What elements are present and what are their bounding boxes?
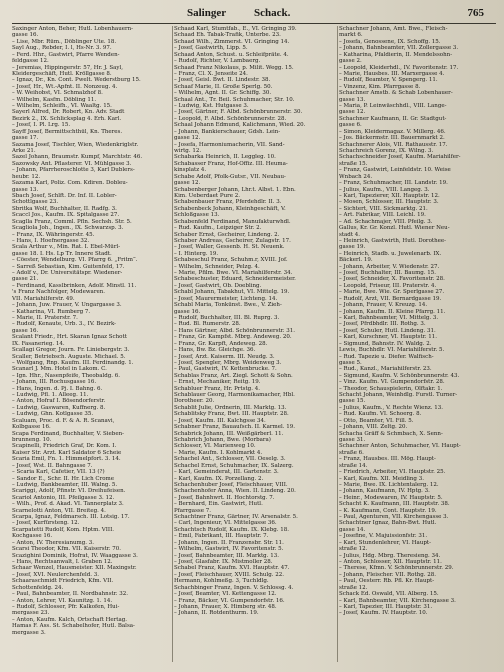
directory-entry: – Josef, Bahnhwrt. II. Hochtorstg. 7. [174, 494, 275, 501]
directory-entry: Sazama Josef, Tischler, Wien, Wiedenkriglstr. [12, 141, 139, 148]
directory-entry: – Josef, Hr., Wt.-Apfnt. II. Nonzeug. 4. [12, 83, 118, 90]
column-3 [339, 26, 496, 662]
directory-entry: Schachenhuber Josef, Fleischhauer, VIII. [174, 481, 288, 488]
directory-entry: – Josef, Spengler, Mbrg. Weidenweg 3. [174, 359, 282, 366]
directory-entry: – Leopold, F. Albd. Schönbrunnerstr. 28. [174, 115, 287, 122]
directory-entry: Schlosser, VI. Marienweg 10. [174, 443, 256, 450]
directory-entry: – Anton, Lehrer, VI. Kaunitzg. 1. 14. [12, 597, 113, 604]
directory-entry: – Rud. Kaufm. VI. Schoerg. 8. [339, 411, 422, 418]
directory-entry: – Josef, Gärtner, F. Albd. Schönbrunnerstr. 30. [174, 109, 303, 116]
directory-entry: Scaccl Jos., Kaufm. IX. Spitalgasse 27. [12, 212, 120, 219]
directory-entry: Schablauer Georg, Harmonikamacher, Hbl. [174, 392, 295, 399]
directory-entry: – Ad. Schachmajer, VIII. Pfeilg. 3. [339, 218, 433, 225]
directory-entry: – Rudolf, Richter, V. Lambaerg. [174, 58, 261, 65]
directory-entry: – Wilhelm, Gastwirt, IV. Favoritenstr. 5. [174, 546, 284, 553]
directory-entry: – Josefa, Harmoniumacherin, VII. Sand- [174, 141, 285, 148]
directory-entry: Schachner Anton, Schuhmacher, VI. Haupt- [339, 443, 461, 450]
directory-entry: – Jeremias, Hippingerstr. 57, Hr. J. Sayl, [12, 64, 124, 71]
directory-entry: Schachner Kaufmann, II. Gr. Stadtgut- [339, 115, 447, 122]
directory-entry: Scaluam, Proc. d. F. & A. R. Scanavi, [12, 417, 115, 424]
directory-entry: gasse 5. [339, 359, 362, 366]
directory-entry: gasse 12. [174, 135, 201, 142]
columns-container [12, 26, 496, 662]
directory-entry: straße 15. [339, 160, 368, 167]
column-divider [337, 26, 338, 662]
directory-entry: Scallagi Gregor, Journ. Fr. Liniebergstr. 3. [12, 347, 130, 354]
directory-entry: – Johann, Juw. Frauer, V. Ungargasse 3. [12, 302, 122, 309]
directory-entry: – Ferd. Hhr., Gastwirt, Pfarre Wenden- [12, 51, 120, 58]
directory-entry: gasse 12. [339, 109, 366, 116]
directory-entry: Schachschneider Josef, Kaufm. Mariahilfer- [339, 154, 461, 161]
directory-entry: – Johann, III. Rochusgasse 16. [12, 379, 97, 386]
directory-entry: – Josef, Schuler, Hutl. Lindeng. 31. [339, 327, 436, 334]
directory-entry: Schaber Andreas, Gscheirer, Zulagstr. 17. [174, 237, 291, 244]
directory-entry: – Rudolf, Kenaute, Urb. 3., IV. Bezirk- [12, 321, 117, 328]
directory-entry: Schachtsch Rudolf, Kaufm. IX. Klebg. 18. [174, 526, 289, 533]
directory-entry: – Julius, Kaufm., V. Rechte Wienz. 13. [339, 404, 444, 411]
directory-entry: – Wolfgang, Rnp. Kaufm. III. Ferdinandg. 1. [12, 359, 134, 366]
directory-entry: – Karl, Tapezierer, XII. Hauptstr. 12. [339, 192, 440, 199]
directory-entry: gasse 17. [12, 135, 39, 142]
directory-entry: Schaber Ernst, Gscheirer, Lindeng. 2. [174, 231, 280, 238]
directory-entry: – Art. Fabrikar, VIII. Leichl. 19. [339, 212, 426, 219]
directory-entry: – Rud. Tapezie u. Diefer. Walfisch- [339, 353, 434, 360]
directory-entry: Schabenberger Johann, Lhr.t. Albst. 1. Ebn. [174, 186, 296, 193]
directory-entry: Schachel Ernst, Schuhmacher, IX. Salzerg. [174, 462, 294, 469]
directory-entry: – Karl, Kaufm. XII. Meidling 3. [339, 475, 424, 482]
directory-entry: gasse 16. [12, 327, 39, 334]
directory-entry: gasse 16. [12, 32, 39, 39]
directory-entry: Schabasser Franz, Hof-Offiz. III. Heuma- [174, 160, 288, 167]
directory-entry: Schachner Johann, Amt. Bwe., Fleisch- [339, 26, 448, 32]
directory-entry: Schacht K. Kaufmann, III. Hauptstr. 38. [339, 501, 450, 508]
directory-entry: – Sichtert, VIII. Sickmarktg. 21. [339, 205, 428, 212]
directory-entry: Scariggi, Adolf, Pfinstr. VI. Dreihufeisen. [12, 488, 126, 495]
directory-entry: – Rud. Bl. Rumerstr. 28. [174, 321, 241, 328]
directory-entry: – Paul, Gastwirt, IV. Kettenbrucke. 7. [174, 366, 277, 373]
header-right-keyword: Schack. [254, 7, 291, 19]
directory-entry: Sbach Josef, Schlft. Dr. Inf. II. Lobler- [12, 192, 117, 199]
directory-entry: – Cöester, Wendelburg. VI. Pfarrg 6. „Fritm“. [12, 257, 138, 264]
directory-entry: Bezirk 2., IX. Schlicksplag 4. Erh. Karl. [12, 115, 122, 122]
directory-entry: 's Franz Nachfolger, Modewaren. [12, 289, 105, 296]
directory-entry: – Marie, II. Praterstr. 7. [12, 314, 78, 321]
directory-entry: Schaad Franz Nikolaus, p. Milit. Wegg. 15. [174, 64, 294, 71]
directory-entry: Scanarl J. Mm. Hotel in Lakom. C. [12, 366, 107, 373]
directory-entry: – Josef, I. Pl. Lrg. 15. [12, 122, 71, 129]
directory-entry: – Johann, Ingen. II. Franzensbr. Str. 11. [174, 539, 284, 546]
directory-entry: – I. Hinterg. 19. [174, 250, 219, 257]
directory-entry: – Wilhelm, Kasfm. Döbling 11. [12, 96, 97, 103]
directory-entry: – Ludwig, Gaswaren, Kuffnerg. 8. [12, 404, 106, 411]
directory-entry: – Josef, Glasfabr. IX. Mistmoller 28. [174, 559, 273, 566]
directory-entry: – Franz, Cl. X. Jenseite 24. [174, 70, 248, 77]
directory-entry: – Leopold, Kleiderhdl., IV. Favoritenstr. 17. [339, 64, 459, 71]
directory-entry: Arke 21. [12, 148, 36, 155]
directory-entry: – Hans, I. Hoefnergasse 32. [12, 237, 90, 244]
directory-entry: – Johann, II. Rotdenthurm. 19. [174, 610, 259, 617]
directory-entry: – Mosen, Schlosser, III. Hauptstr. 3. [339, 199, 439, 206]
directory-entry: – Julius, Hdg. Mbrg. Theresieng. 34. [339, 552, 441, 559]
directory-entry: Kolbgasse 16. [12, 424, 51, 431]
directory-entry: Bäckerl. 19. [339, 257, 373, 264]
directory-entry: – Maria, P. Leinwäschhdl., VIII. Lange- [339, 103, 447, 110]
directory-entry: Scaria Emil, Fn. 1. Himmelpfort. 3. 14. [12, 456, 121, 463]
directory-entry: – Vinz. Kaufm. VI. Gumpendorfstr. 28. [339, 379, 445, 386]
directory-entry: – Sigmund, Bahnstr. IV. Waldg. 2. [339, 340, 432, 347]
header-rule [12, 23, 496, 24]
directory-entry: – Emil, Fabrikant, III. Hauptstr. 7. [174, 533, 269, 540]
directory-entry: straße 14. [339, 462, 368, 469]
directory-entry: – Ludwig, Kst. Hutgasse 3. [174, 103, 249, 110]
directory-entry: Lewis, Buchhdlr. VI. Mariahilferstr. 5. [339, 347, 445, 354]
directory-entry: – Rudolf, Buchhalter, III. Bl. Ruprg. 3. [174, 314, 280, 321]
directory-entry: – Therese, Kfmn. V. Schönbrunnerstr. 29. [339, 565, 454, 572]
directory-entry: Schaaraschmidt Friedrich, Kfm. VII. [12, 578, 114, 585]
directory-entry: gasse 13. [339, 96, 366, 103]
directory-entry: mergasse 23. [12, 610, 50, 617]
directory-entry: – Sarreß Sebastian, Kim. Guitenfeld, 17. [12, 263, 125, 270]
directory-entry: – Josef, Gastwirt, Ob. Doebling. [174, 282, 262, 289]
directory-entry: – Johann, Bankierschauer, Gdsh. Lein- [174, 128, 281, 135]
directory-entry: – K. Kaufmann, Cont. Hauptstr. 19. [339, 507, 437, 514]
directory-entry: – Hans Gärtner, Albd. Schönbrunnerstr. 31. [174, 327, 295, 334]
directory-entry: – Johann, VIII. Zeltg. 20. [339, 424, 408, 431]
directory-entry: Sazowsky Ant. Pflasterer. VI. Mühlgasse 3. [12, 160, 132, 167]
directory-entry: – Josef, Arzt. Kaiserm. III. Neudg. 3. [174, 353, 275, 360]
directory-entry: Scapinelli, Friedrich Graf, Dr. Kom. I. [12, 443, 117, 450]
directory-entry: – Anton, Hofraf I. Bösendorferstr. [12, 398, 106, 405]
directory-entry: – Josef, Pfrdbhdlr. III. Rothg. 3. [339, 321, 426, 328]
header-left-keyword: Salinger [187, 7, 227, 19]
directory-entry: – Ernst, Mechaniker, Reitg. 19. [174, 379, 261, 386]
directory-entry: gasse 16. [174, 308, 201, 315]
directory-entry: Sayerl Alfred, Dr. Robert, Kn. Adv. Stadt [12, 109, 125, 116]
directory-entry: stadt 4. [339, 231, 361, 238]
directory-entry: – Johann, Frauer, V. Kreuzg. 14. [339, 302, 428, 309]
directory-entry: – Rudolf, Arzt, VII. Bernardgasse 19. [339, 295, 442, 302]
directory-entry: – Johann, Bahnbeamter, VII. Zollergasse 3. [339, 45, 459, 52]
directory-entry: Schachnerer Alois, VII. Rathausstr. 17. [339, 141, 448, 148]
directory-entry: brunneng. 10. [12, 437, 52, 443]
directory-entry: – Ign. Hhr., Nasenpfeife, Theobaldg. 6. [12, 372, 121, 379]
directory-entry: – Julius, Kaufm., VIII. Langeg. 3. [339, 186, 430, 193]
directory-entry: – Ludwig, Bankbeamter, III. Walng. 5. [12, 481, 118, 488]
column-2 [174, 26, 335, 662]
directory-entry: Scala Arthur v., Min. Rat. I. Ebel-Mürl- [12, 244, 121, 251]
directory-entry: – Karl, Kurschner, VI. Hauptstr. 11. [339, 334, 437, 341]
page-header [12, 4, 496, 22]
directory-entry: Scazighini Dominik, Hofrat, IV. Waaggasse 3. [12, 552, 138, 559]
directory-entry: – Josef, Fleischhauer, XVIII. Schulg. 22. [174, 571, 284, 578]
directory-entry: Saxinger Anton, Beher, Hutl. Lobenhauern- [12, 26, 134, 32]
directory-entry: Schabl Maria, Tonkünst. Bwe., V. Zieh- [174, 302, 282, 309]
directory-entry: – Karl, Kaufm. IX. Porzellang. 2. [174, 475, 264, 482]
directory-entry: wirtg. 12. [174, 148, 202, 155]
directory-entry: Schabarka Heinrich, II. Leggleg. 10. [174, 154, 276, 161]
directory-entry: Schachenhofer Anna, Wien. II. Lindeng. 20. [174, 488, 296, 495]
directory-entry: Schaal Ant., Tr. Beil. Schuhmacher, Str. 10. [174, 96, 295, 103]
directory-entry: – Karl, Gemeinderat, III. Gartenstr. 3. [174, 469, 279, 476]
directory-entry: Kochgasse 16. [12, 533, 53, 540]
directory-entry: – Franz, Gr. Karpft, Andeweg. 28. [174, 340, 268, 347]
directory-entry: – Wilhelm, Agnt. II. Gr. Schiffg. 30. [174, 90, 272, 97]
directory-entry: markt 6. [339, 32, 363, 39]
directory-entry: straße 12. [339, 546, 368, 553]
directory-entry: Scariol Antonio, III. Pfeilgasse 3. 12. [12, 494, 115, 501]
directory-entry: – Josefine, V. Majuissionfstr. 31. [339, 533, 428, 540]
directory-entry: – Franz, Hausbes. III. Mög. Haupt- [339, 456, 436, 463]
directory-entry: Schabeschul Franz, Schuhm.r, XVIII. Jof. [174, 257, 288, 264]
directory-entry: Schachtner Ignaz, Bahn-Bwt. Hutl. [339, 520, 437, 527]
directory-entry: – Rudolf, Schlosser, Pfr. Kalkofen, Hui- [12, 603, 120, 610]
directory-entry: – Jos. Bäckermstr. III. Bauernmarkt 2. [339, 135, 445, 142]
directory-entry: Schaar Wenzel, Hausmeister. XII. Maxingstr. [12, 565, 137, 572]
directory-entry: straße 12. [339, 584, 368, 591]
directory-entry: Schablit Julie, Ordnerin, III. Marktg. 13. [174, 404, 287, 411]
directory-entry: Sazama Karl, Poliz. Com. Kdiren. Dobleu- [12, 180, 128, 187]
directory-entry: – Josef, Kaufm. IV. Hauptstr. 10. [339, 610, 428, 617]
directory-entry: Schaal Johann Edmund, Kalichmann, Wied. 20. [174, 122, 306, 129]
directory-entry: Schabe Adolf, Pfolk-Gutsr., VII. Neubau- [174, 173, 286, 180]
directory-entry: Gallus, Kr. Gr. Konzl. Hutl. Wiener Neu- [339, 225, 450, 232]
directory-entry: – Marie, Bwe. Wie. Gr. Sperlgasse 27. [339, 289, 445, 296]
directory-entry: Kleidergeschäft, Hutl. Kröllgasse 8. [12, 70, 112, 77]
directory-entry: Schottlgasse 23. [12, 199, 59, 206]
directory-entry: Schaad Anton, Schust. u. Schleifpräte. 4. [174, 51, 289, 58]
directory-entry: Scapa Ferdinand, Buchhalter, V. Sieben- [12, 430, 124, 437]
directory-entry: – Johann, Pfarrheroschlotte 3, Karl Dublers- [12, 167, 135, 174]
directory-entry: – Ludwig, Ghn. Kotlgasse 35. [12, 411, 94, 418]
directory-entry: Schacht Johann, Weinhdlg. Furstl. Turner- [339, 392, 458, 399]
directory-entry: Kim. Ueberdaet Pure 2. [174, 192, 241, 199]
directory-entry: – Josef, Buchhalter, III. Baumg. 15. [339, 270, 437, 277]
directory-entry: Schaad Wilh., Zimmerst. VI. Gringing 14. [174, 38, 290, 45]
directory-entry: Schabenbeck Johann, Kleinhgeschäft, V. [174, 205, 286, 212]
directory-entry: VII. Mariahilferstr. 49. [12, 295, 75, 302]
directory-entry: gasse 21. [12, 276, 39, 283]
directory-entry: – Katharina, VI. Rumberg 7. [12, 308, 91, 315]
directory-entry: gasse 13. [12, 186, 39, 193]
directory-entry: – Franz, Gastwirt, Leinfeldstr. 10. Weise [339, 167, 451, 174]
directory-entry: – Josef, XVI. Neulerchenfeld. 3. [12, 571, 99, 578]
directory-entry: – Hans, Rechtsanwalt, I. Graben 12. [12, 559, 113, 566]
directory-entry: gasse 19. [339, 244, 366, 251]
directory-entry: IX. Fasanerieg. 14. [12, 340, 65, 347]
directory-entry: Schabrick Johann, III. Weißgärberl. 11. [174, 430, 284, 437]
directory-entry: – Marie, Pfilm. Bwe. VI. Mariahilferstr. 34. [174, 270, 293, 277]
directory-entry: – Bernhard, Ein. Gastwirt, Hutl. [174, 501, 263, 508]
directory-entry: – Heinrich, Gastwirth, Hutl. Dorothee- [339, 237, 446, 244]
directory-entry: Schabner Franz, Bauaufsch. II. Karmel. 19. [174, 424, 296, 431]
directory-entry: – Franz, Gr. Kampfst. Mbrg. Andeweg. 20. [174, 334, 292, 341]
directory-entry: Sayl Aug., Rebder, I. l, Hs-Nr. 3. 97. [12, 45, 112, 52]
directory-entry: heubr. 12. [12, 173, 41, 180]
directory-entry: – Lise, Mbr. Rüm., Döblinger Ute. 18. [12, 38, 117, 45]
directory-entry: Pfarrgasse 7. [174, 507, 211, 514]
directory-entry: – Josef, Beamter, VI. Kettengasse 12. [174, 591, 277, 598]
directory-entry: – W. Weihobst, VI. Schmalzhof 8. [12, 90, 103, 97]
directory-entry: gasse 31. [339, 437, 366, 443]
directory-entry: – Josef, Gastwirth, Lipp. 5. [174, 45, 248, 52]
directory-entry: – Rud. Kaufm., Leipziger Str. 2. [174, 225, 262, 232]
directory-entry: – Sandor E., Schr. II. Hr. Lich Crome [12, 475, 115, 482]
directory-entry: – Josef, Maurermeister, Lichteng. 14. [174, 295, 278, 302]
directory-entry: – Otto, Beamter, VI. Fill. 5. [339, 417, 414, 424]
directory-entry: Schottenfeldg. 24. [12, 584, 64, 591]
directory-entry: gasse 18. I. Hs. Lp Tr. Innere Stadt. [12, 250, 112, 257]
directory-entry: Scaglla Franz, Comml. Pfln. Sechsh. Str. 5. [12, 218, 132, 225]
directory-entry: – Simon, Kleidermagaz. V. Millerg. 46. [339, 128, 446, 135]
directory-entry: – Ignaz, Dr., Kn. Cont. Pwelt. Wederstburg 15. [12, 77, 141, 84]
directory-entry: Schabl Johann, Tabakhut, VI. Mittelg. 19. [174, 289, 290, 296]
directory-entry: – Theodor, Schauspielerin, Olftakr. 1. [339, 385, 443, 392]
directory-entry: – Franz, Schuhmacher, III. Landstr. 19. [339, 180, 448, 187]
directory-entry: Scarpa, Ignaz, Feldmarsch. III. Lotsig. 17. [12, 514, 130, 521]
directory-entry: Kaiser Str. Arzt. Karl Saldator 6 Scheie [12, 449, 122, 456]
directory-entry: Schabel Franz, Kaufm. XVI. Hauptstr. 47. [174, 565, 290, 572]
directory-entry: – Anton, IV. Theresianumg. 3. [12, 539, 95, 546]
directory-entry: Schachel Ant., Schlosser, VII. Oeselg. 3. [174, 456, 286, 463]
column-1 [12, 26, 170, 662]
directory-entry: Dorotheer. 20. [174, 398, 215, 405]
directory-entry: kinsplatz 4. [174, 167, 207, 174]
directory-entry: – Leopold, Friseur, III. Praterstr. 4. [339, 282, 437, 289]
directory-entry: – Josef, Bahnbeamter, III. Marktg. 13. [174, 552, 279, 559]
directory-entry: – Wilh., Prof. d. Akad. VI. Tannerplatz 3. [12, 501, 124, 508]
directory-entry: Schablitsky Franz, Bwt. III. Hauptstr. 28. [174, 411, 289, 418]
page-number: 765 [467, 7, 484, 19]
directory-entry: – Marie, Bwe. IX. Lichtentalerg. 12. [339, 481, 439, 488]
directory-entry: – Karl, Tapezier, III. Hauptstr. 31. [339, 603, 433, 610]
directory-entry: Schabeschuster, Eduard, Schneidermeister. [174, 276, 296, 283]
directory-entry: gasse 15. [339, 398, 366, 405]
directory-entry: – Josef, Wst. II. Bahngasse 7. [12, 462, 93, 469]
directory-entry: gasse 14. [339, 526, 366, 533]
directory-entry: – Rudolf, Beamter, V. Spengerg. 11. [339, 77, 438, 84]
directory-entry: Schaaf Marie, II. Große Sperlg. 50. [174, 83, 273, 90]
directory-entry: Sbritka Wolf, Buchhalter, II. Radfg. 3. [12, 205, 117, 212]
directory-entry: Hamas F. Ass. St. Schabelhofer, Hutl. Balsa- [12, 623, 135, 630]
directory-entry: – Ludwig, Pfl. 1. Alleeg. 11. [12, 392, 89, 399]
directory-entry: Scarnelotti Anton, VII. Breiteg. 4. [12, 507, 106, 514]
directory-entry: – Karl, Bahnbeamter, VII. Kirchengasse 3. [339, 597, 456, 604]
directory-entry: – Hans, Ingen. d. Pj. I. Bahng. 6. [12, 385, 103, 392]
directory-entry: – Sigmund, Kaufm. V. Schönbrunnerstr. 43. [339, 372, 460, 379]
directory-entry: – Karl, Stundenlehrer, VI. Haupt- [339, 539, 431, 546]
directory-entry: Schack Ed. Oswald, VII. Alberg. 15. [339, 591, 439, 598]
directory-entry: – Ferdinand, Kasslbrinken, Adolf. Minstl. 11. [12, 282, 137, 289]
directory-entry: – Franz, IX. Währingerstr. 45. [12, 231, 95, 238]
directory-entry: Sayff Josef, Bermittschthül, Kn. Theres. [12, 128, 123, 135]
directory-entry: Schachreich Gorenz, IX. Wilng. 3. [339, 148, 434, 155]
directory-entry: – Josef, Waller, Gessenb. H. St. Neuenk. [174, 244, 285, 251]
directory-entry: – Josef, Schneider, X. Favoritenstr. 28. [339, 276, 445, 283]
directory-entry: – Hans, Bw. Bz. Gleichge. 36. [174, 347, 256, 354]
directory-entry: Sazel Johann, Braumstr. Kumpf, Marchtstr. 46. [12, 154, 143, 161]
directory-entry: – Friedrich, Arbeiter, VI. Hauptstr. 25. [339, 469, 446, 476]
directory-entry: Scarpatetti Rudolf, Kom. Hptm. VIII. [12, 526, 115, 533]
directory-entry: Schachtner Franz, Gärtner, IV. Arsenalstr. 5. [174, 514, 298, 521]
directory-entry: – Wilhelm, Schleifh., VI. Waaltg. 15. [12, 103, 112, 110]
directory-entry: gasse 2. [339, 58, 362, 65]
directory-entry: – Wilhelm, Schneider, Pelzg. 4. [174, 263, 260, 270]
directory-entry: – Johann, Arbeiter, V. Wiedenstr. 27. [339, 263, 440, 270]
directory-entry: – Katharina, Pfaldierin, II. Mendelssohn- [339, 51, 453, 58]
directory-entry: – Johann, Frauer, X. Himberg str. 48. [174, 603, 277, 610]
directory-entry: Schachner Amstb. & Schab Lobenhauer- [339, 90, 453, 97]
directory-entry: Schabrich Johann, Bwe. (Morbara) [174, 437, 271, 443]
directory-entry: Schachbinger Franz, Ingen. V. Schlossg. 4. [174, 584, 294, 591]
directory-entry: gasse 12. [174, 180, 201, 187]
directory-entry: Schabluer Franz, Hr. Prtstg. 4. [174, 385, 260, 392]
directory-entry: – Heinrich, Stadb. u. Juwelenarb. IX. [339, 250, 442, 257]
directory-entry: – Karl, Bahnbeamter, VI. Mittelg. 3. [339, 314, 439, 321]
directory-entry: – Carl, Ingenieur, VI. Mittelgasse 36. [174, 520, 277, 527]
directory-entry: Scarsi Theodor, Kfm. VII. Kaiserstr. 70. [12, 546, 122, 553]
directory-entry: Scalant Friedr., Hrt. Skaran Ignaz Schott [12, 334, 127, 341]
directory-entry: – Anton, Kaufm. Kalch, Ortschaft Hertag. [12, 616, 128, 623]
directory-entry: – Scaria Karl, Cafetier, VII. 13 (?) [12, 469, 105, 476]
directory-entry: – Anton, Schlosser, XII. Hauptstr. 11. [339, 559, 442, 566]
directory-entry: – Rud., Kanzl., Mariahilferstr. 23. [339, 366, 432, 373]
directory-entry: – Paul, Agenturen, VII. Kirchengasse 3. [339, 514, 449, 521]
directory-entry: – Johann, Fleischer. VII. Rothg. 28. [339, 571, 437, 578]
directory-entry: – Josef, Kurfürsteng. 12. [12, 520, 80, 527]
directory-entry: Wnbach 24. [339, 173, 373, 180]
directory-entry: straße 6. [339, 449, 364, 456]
directory-entry: – Marie, Hausbes. III. Marxergasse 4. [339, 70, 445, 77]
directory-entry: – Josefa, Genossene, IX. Schoffg. 15. [339, 38, 441, 45]
directory-entry: Schabenbauer Franz, Pferdehdlr. II. 3. [174, 199, 282, 206]
directory-entry: – Josef, Geisl. Bwt. II. Lindestr. 38. [174, 77, 271, 84]
directory-entry: Hermann, Kohlmeßg. 3, Tuchldlg. [174, 578, 269, 585]
directory-entry: Schaad Karl, Stumtfab., E., VI. Gringing 39. [174, 26, 297, 32]
directory-entry: – Heinr., Modewaren, IV. Hauptstr. 5. [339, 494, 443, 501]
directory-entry: – Johann, Kaufm. II. Kleine Pfarrg. 11. [339, 308, 446, 315]
directory-entry: Scaller, Betriebsch. Auguste. Michael. 5. [12, 353, 126, 360]
directory-entry: feldgasse 12. [12, 58, 49, 65]
directory-entry: Schaad Eh. Tabak-Trafik, Unterbe. 23. [174, 32, 281, 39]
directory-entry: mergasse 3. [12, 629, 46, 636]
directory-entry: Schloßgasse 13. [174, 212, 220, 219]
directory-entry: – Paul, Oesterr. Rb. Pfl. Kr. Haupt- [339, 578, 435, 585]
directory-entry: – Adolf v., Dr. Universitätspr. Wiedener- [12, 270, 123, 277]
directory-entry: Schabenfeld Ferdinand, Manufakturwhdl. [174, 218, 291, 225]
directory-entry: Scagliola Joh., Ingen., IX. Schwarzsp. 3. [12, 225, 124, 232]
column-divider [172, 26, 173, 662]
directory-entry: – Marie, Kaufm. I. Kohlmarkt 4. [174, 449, 263, 456]
directory-entry: – Franz, Bäcker, VI. Gumpendorfstr. 16. [174, 597, 285, 604]
directory-entry: gasse 6. [339, 122, 362, 129]
directory-entry: Schablas Franz, Art. Ziegl. Schott & Sohn. [174, 372, 293, 379]
directory-entry: – Josef, Kaufm. III. Kalchgsse 34. [174, 417, 266, 424]
directory-entry: – Johann, Kaufmann, IV. Hptg. 3. [339, 488, 430, 495]
directory-entry: Schacha Gräff & Schmbach, X. Senn- [339, 430, 443, 437]
directory-entry: – Paul, Bahnbeamter, II. Nordbahnstr. 32. [12, 591, 128, 598]
directory-entry: – Vinzenz, Kim. Pfarrgasse 8. [339, 83, 421, 90]
